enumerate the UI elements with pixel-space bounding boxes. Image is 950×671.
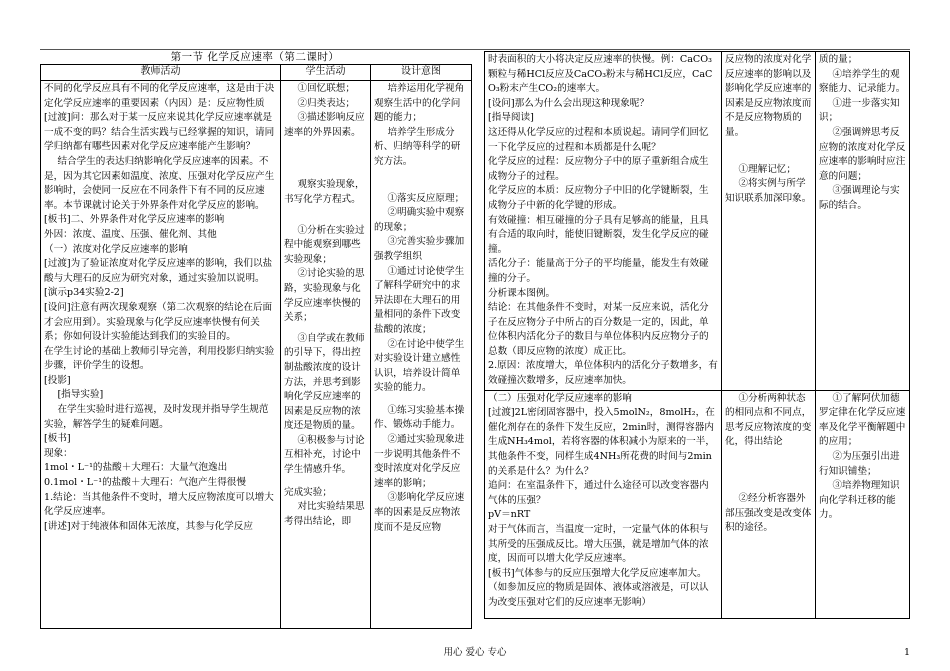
paragraph: ②强调辨思考反应物的浓度对化学反应速率的影响时应注意的问题；	[819, 126, 906, 182]
paragraph: 观察实验现象，书写化学方程式。	[284, 179, 365, 205]
paragraph: 2.原因：浓度增大，单位体积内的活化分子数增多，有效碰撞次数增多，反应速率加快。	[488, 360, 718, 387]
header-teacher: 教师活动	[41, 65, 281, 81]
paragraph: 质的量；	[819, 54, 858, 65]
paragraph: 对比实验结果思考得出结论，即	[284, 501, 365, 527]
paragraph: ②将实例与所学知识联系加深印象。	[725, 178, 812, 204]
paragraph: ②为压强引出进行知识铺垫；	[819, 451, 900, 477]
paragraph: [投影]	[44, 374, 71, 386]
paragraph: ②归类表达；	[297, 97, 355, 109]
paragraph: 不同的化学反应具有不同的化学反应速率，这是由于决定化学反应速率的重要因素（内因）是：反应物性质	[44, 83, 275, 109]
paragraph: 在学生实验时进行巡视，及时发现并指导学生规范实验，解答学生的疑难问题。	[44, 404, 269, 430]
paragraph: 完成实验；	[284, 486, 332, 498]
paragraph: ③培养物理知识向化学科迁移的能力。	[819, 480, 900, 521]
header-design: 设计意图	[371, 65, 472, 81]
paragraph: 时表面积的大小将决定反应速率的快慢。例：CaCO₃颗粒与稀HCl反应及CaCO₃粉末与稀HCl反应，CaCO₃粉末产生CO₂的速率大。	[488, 54, 713, 95]
design-intent-cell	[371, 81, 472, 629]
paragraph: ①练习实验基本操作、锻炼动手能力。	[374, 404, 465, 431]
paragraph: 对于气体而言，当温度一定时，一定量气体的体积与其所受的压强成反比。增大压强，就是增加气体的浓度，因而可以增大化学反应速率。	[488, 524, 709, 565]
paragraph: ③描述影响反应速率的外界因素。	[284, 112, 365, 138]
paragraph: 1mol・L⁻¹的盐酸＋大理石：大量气泡逸出	[44, 462, 228, 474]
teacher-activity-cell	[41, 81, 281, 629]
paragraph: ②经分析容器外部压强改变是改变体积的途径。	[725, 493, 812, 534]
page-number: 1	[904, 647, 911, 658]
page-title: 第一节 化学反应速率（第二课时）	[170, 51, 340, 63]
paragraph: 有效碰撞：相互碰撞的分子具有足够高的能量，且具有合适的取向时，能使旧键断裂，发生化学反应的碰撞。	[488, 214, 709, 255]
paragraph: 分析课本图例。	[488, 287, 556, 299]
lesson-table-left	[40, 64, 472, 629]
student-activity-cell	[722, 390, 816, 618]
paragraph: ④培养学生的观察能力、记录能力。	[819, 68, 906, 95]
paragraph: [板书]	[44, 433, 71, 445]
paragraph: ①分析两种状态的相同点和不同点，思考反应物浓度的变化，得出结论	[725, 392, 812, 448]
paragraph: [设问]那么为什么会出现这种现象呢？	[488, 97, 649, 109]
paragraph: 化学反应的过程：反应物分子中的原子重新组合成生成物分子的过程。	[488, 156, 709, 182]
paragraph: 现象：	[44, 447, 73, 459]
paragraph: ②明确实验中观察的现象；	[374, 207, 465, 233]
page-footer: 用心 爱心 专心	[443, 647, 507, 658]
paragraph: 在学生讨论的基础上教师引导完善，利用投影归纳实验步骤，评价学生的设想。	[44, 345, 275, 372]
paragraph: [指导实验]	[57, 389, 104, 401]
paragraph: 反应物的浓度对化学反应速率的影响以及影响化学反应速率的因素是反应物浓度而不是反应物物质的量。	[725, 54, 812, 138]
paragraph: ②讨论实验的思路，实验现象与化学反应速率快慢的关系；	[284, 268, 365, 324]
paragraph: 1.结论：当其他条件不变时，增大反应物浓度可以增大化学反应速率。	[44, 491, 274, 518]
paragraph: 结合学生的表达归纳影响化学反应速率的因素。不是，因为其它因素如温度、浓度、压强对化学反应产生影响时，会使同一反应在不同条件下有不同的反应速率。本节课就讨论关于外界条件对化学反应的影响。	[44, 155, 275, 211]
paragraph: ③自学或在教师的引导下，得出控制盐酸浓度的设计方法，并思考到影响化学反应速率的因素是反应物的浓度还是物质的量。	[284, 332, 365, 432]
paragraph: ①落实反应原理；	[387, 192, 465, 204]
student-activity-cell	[281, 81, 371, 629]
paragraph: ①了解阿伏加德罗定律在化学反应速率及化学平衡解题中的应用；	[819, 392, 906, 448]
paragraph: [过渡]为了验证浓度对化学反应速率的影响，我们以盐酸与大理石的反应为研究对象，通过实验加以说明。	[44, 258, 273, 284]
paragraph: ②通过实验现象进一步说明其他条件不变时浓度对化学反应速率的影响；	[374, 434, 465, 489]
paragraph: 追问：在室温条件下，通过什么途径可以改变容器内气体的压强？	[488, 480, 709, 506]
paragraph: [板书]气体参与的反应压强增大化学反应速率加大。（如参加反应的物质是固体、液体或溶液是，可以认为改变压强对它们的反应速率无影响）	[488, 567, 709, 608]
paragraph: [过渡]2L密闭固容器中，投入5molN₂，8molH₂，在催化剂存在的条件下发生反应，2min时，测得容器内生成NH₃4mol，若将容器的体积减小为原来的一半，其他条件不变，同样生成4NH₃所花费的时间与2min的关系是什么？为什么？	[488, 407, 715, 477]
teacher-activity-cell	[485, 390, 722, 618]
paragraph: ①通过讨论使学生了解科学研究中的求异法即在大理石的用量相同的条件下改变盐酸的浓度；	[374, 265, 465, 335]
paragraph: ②在讨论中使学生对实验设计建立感性认识，培养设计简单实验的能力。	[374, 338, 465, 394]
student-activity-cell	[722, 52, 816, 391]
paragraph: 化学反应的本质：反应物分子中旧的化学键断裂，生成物分子中新的化学键的形成。	[488, 185, 709, 211]
teacher-activity-cell	[485, 52, 722, 391]
paragraph: ①理解记忆；	[738, 163, 796, 175]
paragraph: ①回忆联想；	[297, 83, 355, 94]
paragraph: 培养运用化学视角观察生活中的化学问题的能力；	[374, 83, 465, 124]
paragraph: [演示p34实验2-2]	[44, 287, 124, 299]
paragraph: ④积极参与讨论互相补充，讨论中学生情感升华。	[284, 434, 365, 476]
paragraph: [设问]注意有两次现象观察（第二次观察的结论在后面才会应用到）。实验现象与化学反应速率快慢有何关系；你如何设计实验能达到我们的实验目的。	[44, 301, 273, 343]
paragraph: 培养学生形成分析、归纳等科学的研究方法。	[374, 126, 461, 167]
design-intent-cell	[816, 52, 910, 391]
paragraph: [过渡]问：那么对于某一反应来说其化学反应速率就是一成不变的吗？结合生活实践与已经掌握的知识，请同学归纳都有哪些因素对化学反应速率能产生影响？	[44, 112, 275, 153]
paragraph: ③影响化学反应速率的因素是反应物浓度而不是反应物	[374, 492, 465, 533]
paragraph: 结论：在其他条件不变时，对某一反应来说，活化分子在反应物分子中所占的百分数是一定的，因此，单位体积内活化分子的数目与单位体积内反应物分子的总数（即反应物的浓度）成正比。	[488, 302, 709, 357]
paragraph: ①进一步落实知识；	[819, 97, 900, 124]
paragraph: ③强调理论与实际的结合。	[819, 185, 900, 211]
paragraph: [板书]二、外界条件对化学反应速率的影响	[44, 214, 225, 226]
paragraph: （一）浓度对化学反应速率的影响	[44, 243, 188, 255]
design-intent-cell	[816, 390, 910, 618]
lesson-table-right	[484, 51, 910, 619]
header-student: 学生活动	[281, 65, 371, 81]
paragraph: 这还得从化学反应的过程和本质说起。请同学们回忆一下化学反应的过程和本质都是什么呢？	[488, 126, 709, 153]
paragraph: pV＝nRT	[488, 509, 531, 521]
paragraph: [指导阅读]	[488, 112, 534, 124]
paragraph: 活化分子：能量高于分子的平均能量，能发生有效碰撞的分子。	[488, 258, 709, 284]
paragraph: 外因：浓度、温度、压强、催化剂、其他	[44, 228, 217, 240]
paragraph: ①分析在实验过程中能观察到哪些实验现象；	[284, 224, 365, 265]
paragraph: 0.1mol・L⁻¹的盐酸＋大理石：气泡产生得很慢	[44, 477, 246, 489]
paragraph: [讲述]对于纯液体和固体无浓度，其参与化学反应	[44, 520, 253, 532]
paragraph: （二）压强对化学反应速率的影响	[488, 392, 632, 404]
paragraph: ③完善实验步骤加强教学组织	[374, 236, 465, 262]
